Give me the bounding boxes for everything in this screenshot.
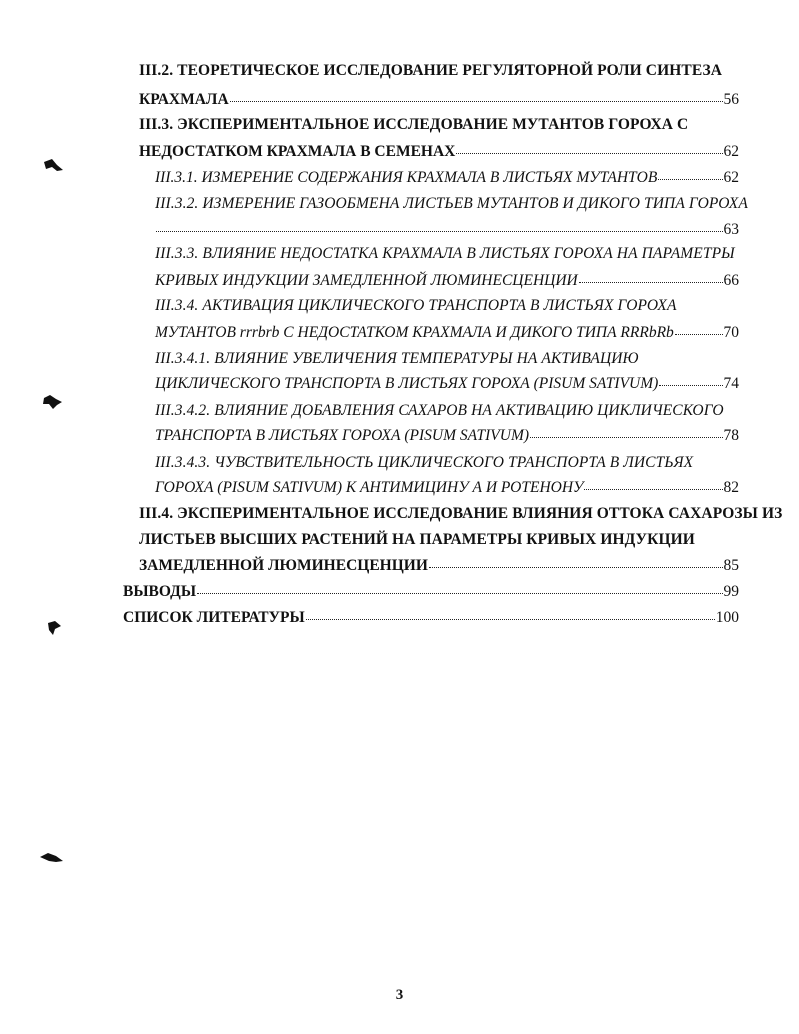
toc-page-number: 66 (723, 272, 739, 289)
scan-speck (48, 621, 61, 635)
toc-entry-text: III.3.1. ИЗМЕРЕНИЕ СОДЕРЖАНИЯ КРАХМАЛА В ЛИСТЬЯХ МУТАНТОВ (155, 169, 658, 186)
toc-entry-text: ГОРОХА (PISUM SATIVUM) К АНТИМИЦИНУ А И РОТЕНОНУ (155, 479, 584, 496)
toc-page-number: 74 (723, 375, 739, 392)
toc-page-number: 56 (723, 91, 739, 108)
toc-entry-text: ВЫВОДЫ (123, 583, 197, 600)
toc-entry-text: III.3.4.2. ВЛИЯНИЕ ДОБАВЛЕНИЯ САХАРОВ НА АКТИВАЦИЮ ЦИКЛИЧЕСКОГО (155, 402, 724, 419)
toc-page-number: 62 (723, 143, 739, 160)
toc-page-number: 99 (723, 583, 739, 600)
toc-page-number: 70 (723, 324, 739, 341)
toc-entry-text: ЛИСТЬЕВ ВЫСШИХ РАСТЕНИЙ НА ПАРАМЕТРЫ КРИВЫХ ИНДУКЦИИ (139, 531, 695, 548)
toc-entry-text: III.3.4. АКТИВАЦИЯ ЦИКЛИЧЕСКОГО ТРАНСПОРТА В ЛИСТЬЯХ ГОРОХА (155, 297, 677, 314)
scan-speck (40, 853, 63, 862)
toc-entry-text: III.3.2. ИЗМЕРЕНИЕ ГАЗООБМЕНА ЛИСТЬЕВ МУТАНТОВ И ДИКОГО ТИПА ГОРОХА (155, 195, 748, 212)
toc-entry-text: МУТАНТОВ rrrbrb С НЕДОСТАТКОМ КРАХМАЛА И ДИКОГО ТИПА RRRbRb (155, 324, 674, 341)
toc-entry-text: III.3. ЭКСПЕРИМЕНТАЛЬНОЕ ИССЛЕДОВАНИЕ МУТАНТОВ ГОРОХА С (139, 116, 689, 133)
toc-entry-text: ЦИКЛИЧЕСКОГО ТРАНСПОРТА В ЛИСТЬЯХ ГОРОХА (PISUM SATIVUM) (155, 375, 659, 392)
toc-page-number: 100 (715, 609, 739, 626)
toc-entry-text: НЕДОСТАТКОМ КРАХМАЛА В СЕМЕНАХ (139, 143, 456, 160)
toc-page-number: 85 (723, 557, 739, 574)
toc-entry-text: III.3.4.1. ВЛИЯНИЕ УВЕЛИЧЕНИЯ ТЕМПЕРАТУРЫ НА АКТИВАЦИЮ (155, 350, 639, 367)
toc-entry-text: III.2. ТЕОРЕТИЧЕСКОЕ ИССЛЕДОВАНИЕ РЕГУЛЯТОРНОЙ РОЛИ СИНТЕЗА (139, 62, 723, 79)
toc-entry-text: III.3.3. ВЛИЯНИЕ НЕДОСТАТКА КРАХМАЛА В ЛИСТЬЯХ ГОРОХА НА ПАРАМЕТРЫ (155, 245, 735, 262)
toc-entry-text: КРАХМАЛА (139, 91, 229, 108)
toc-entry-text: III.3.4.3. ЧУВСТВИТЕЛЬНОСТЬ ЦИКЛИЧЕСКОГО ТРАНСПОРТА В ЛИСТЬЯХ (155, 454, 694, 471)
toc-entry-text: ТРАНСПОРТА В ЛИСТЬЯХ ГОРОХА (PISUM SATIVUM) (155, 427, 530, 444)
page-number: 3 (395, 987, 404, 1003)
toc-page-number: 63 (723, 221, 739, 238)
toc-page-number: 62 (723, 169, 739, 186)
toc-entry-text: КРИВЫХ ИНДУКЦИИ ЗАМЕДЛЕННОЙ ЛЮМИНЕСЦЕНЦИИ (155, 272, 578, 289)
toc-entry-text: ЗАМЕДЛЕННОЙ ЛЮМИНЕСЦЕНЦИИ (139, 557, 428, 574)
toc-page-number: 78 (723, 427, 739, 444)
toc-page-number: 82 (723, 479, 739, 496)
scan-speck (44, 159, 63, 171)
toc-entry-text: СПИСОК ЛИТЕРАТУРЫ (123, 609, 305, 626)
toc-entry-text: III.4. ЭКСПЕРИМЕНТАЛЬНОЕ ИССЛЕДОВАНИЕ ВЛИЯНИЯ ОТТОКА САХАРОЗЫ ИЗ (139, 505, 783, 522)
scan-speck (43, 395, 62, 409)
